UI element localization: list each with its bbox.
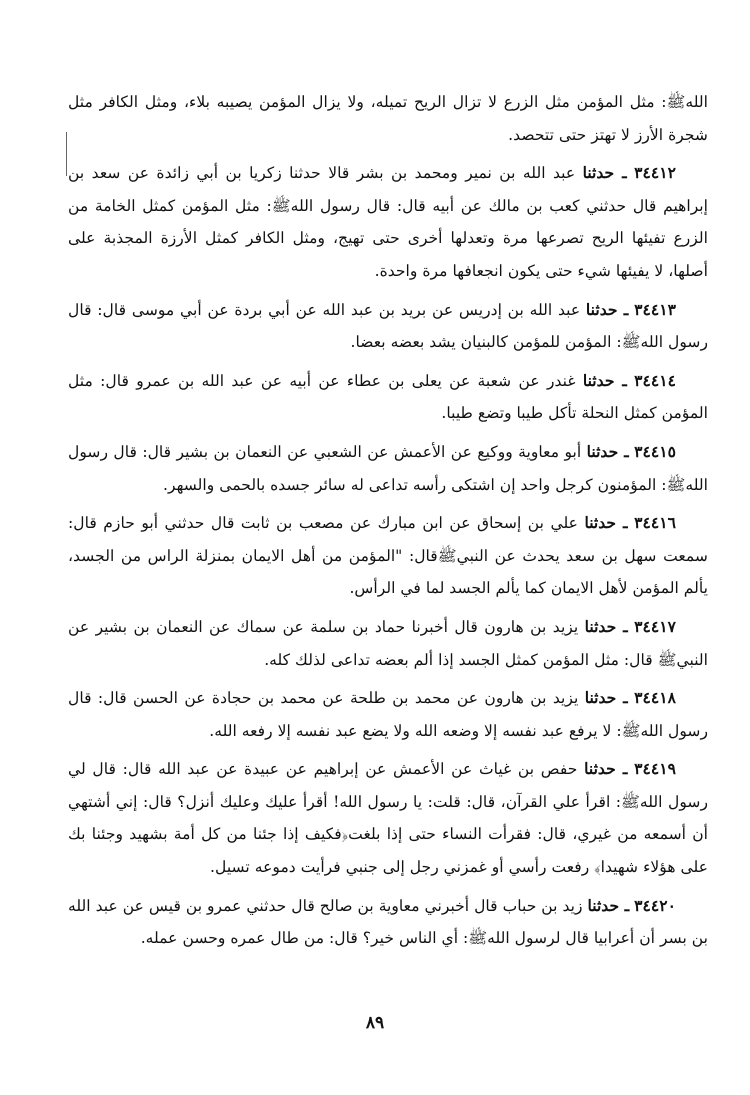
- page-number: ٨٩: [365, 1013, 385, 1033]
- hadith-lead: ـ حدثنا: [584, 616, 628, 636]
- paragraph-continuation: [68, 86, 708, 151]
- hadith-34415: [68, 436, 708, 501]
- hadith-number: ٣٤٤١٥: [634, 441, 676, 461]
- hadith-number: ٣٤٤١٩: [634, 759, 676, 779]
- margin-line: [66, 132, 67, 176]
- hadith-34412: [68, 157, 708, 287]
- document-body: [68, 86, 708, 961]
- hadith-number: ٣٤٤١٢: [634, 163, 676, 183]
- hadith-number: ٣٤٤١٦: [634, 513, 676, 533]
- hadith-lead: ـ حدثنا: [584, 759, 628, 779]
- hadith-number: ٣٤٤٢٠: [634, 895, 676, 915]
- hadith-lead: ـ حدثنا: [584, 688, 628, 708]
- hadith-34417: [68, 611, 708, 676]
- paragraph-text: زيد بن حباب قال أخبرني معاوية بن صالح قال حدثني عمرو بن قيس عن عبد الله بن بسر أن أعرابيا قال لرسول اللهﷺ: أي الناس خير؟ قال: من طال عمره وحسن عمله.: [68, 896, 708, 948]
- paragraph-text: يزيد بن هارون قال أخبرنا حماد بن سلمة عن سماك عن النعمان بن بشير عن النبيﷺ قال: مثل المؤمن كمثل الجسد إذا ألم بعضه تداعى لذلك كله.: [68, 617, 708, 669]
- hadith-number: ٣٤٤١٤: [634, 370, 676, 390]
- hadith-lead: ـ حدثنا: [582, 370, 627, 390]
- hadith-number: ٣٤٤١٣: [634, 299, 676, 319]
- hadith-34420: [68, 890, 708, 955]
- paragraph-text: حفص بن غياث عن الأعمش عن إبراهيم عن عبيدة عن عبد الله قال: قال لي رسول اللهﷺ: اقرأ علي القرآن، قال: قلت: يا رسول الله! أقرأ عليك وعليك أنزل؟ قال: إني أشتهي أن أسمعه من غيري، قال: فقرأت النساء حتى إذا بلغت﴿فكيف إذا جئنا من كل أمة بشهيد وجئنا بك على هؤلاء شهيدا﴾ رفعت رأسي أو غمزني رجل إلى جنبي فرأيت دموعه تسيل.: [68, 760, 708, 877]
- hadith-34418: [68, 682, 708, 747]
- hadith-lead: ـ حدثنا: [586, 441, 629, 461]
- paragraph-text: أبو معاوية ووكيع عن الأعمش عن الشعبي عن النعمان بن بشير قال: قال رسول اللهﷺ: المؤمنون كرجل واحد إن اشتكى رأسه تداعى له سائر جسده بالحمى والسهر.: [68, 442, 708, 494]
- hadith-lead: ـ حدثنا: [584, 513, 628, 533]
- hadith-34419: [68, 753, 708, 883]
- paragraph-text: علي بن إسحاق عن ابن مبارك عن مصعب بن ثابت قال حدثني أبو حازم قال: سمعت سهل بن سعد يحدث عن النبيﷺقال: "المؤمن من أهل الايمان بمنزلة الراس من الجسد، يألم المؤمن لأهل الايمان كما يألم الجسد لما في الرأس.: [68, 514, 708, 598]
- hadith-number: ٣٤٤١٧: [634, 616, 676, 636]
- hadith-34416: [68, 507, 708, 605]
- paragraph-text: اللهﷺ: مثل المؤمن مثل الزرع لا تزال الريح تميله، ولا يزال المؤمن يصيبه بلاء، ومثل الكافر مثل شجرة الأرز لا تهتز حتى تتحصد.: [68, 93, 708, 144]
- paragraph-text: عبد الله بن إدريس عن بريد بن عبد الله عن أبي بردة عن أبي موسى قال: قال رسول اللهﷺ: المؤمن للمؤمن كالبنيان يشد بعضه بعضا.: [68, 300, 708, 352]
- hadith-34413: [68, 294, 708, 359]
- hadith-number: ٣٤٤١٨: [634, 688, 676, 708]
- hadith-34414: [68, 365, 708, 430]
- hadith-lead: ـ حدثنا: [582, 163, 627, 183]
- hadith-lead: ـ حدثنا: [587, 895, 630, 915]
- paragraph-text: عبد الله بن نمير ومحمد بن بشر قالا حدثنا زكريا بن أبي زائدة عن سعد بن إبراهيم قال حدثني كعب بن مالك عن أبيه قال: قال رسول اللهﷺ: مثل المؤمن كمثل الخامة من الزرع تفيئها الريح تصرعها مرة وتعدلها أخرى حتى تهيج، ومثل الكافر كمثل الأرزة المجذبة على أصلها، لا يفيئها شيء حتى يكون انجعافها مرة واحدة.: [68, 164, 708, 280]
- hadith-lead: ـ حدثنا: [585, 299, 629, 319]
- paragraph-text: يزيد بن هارون عن محمد بن طلحة عن محمد بن حجادة عن الحسن قال: قال رسول اللهﷺ: لا يرفع عبد نفسه إلا وضعه الله ولا يضع عبد نفسه إلا رفعه الله.: [68, 689, 708, 740]
- paragraph-text: غندر عن شعبة عن يعلى بن عطاء عن أبيه عن عبد الله بن عمرو قال: مثل المؤمن كمثل النحلة تأكل طيبا وتضع طيبا.: [68, 371, 708, 423]
